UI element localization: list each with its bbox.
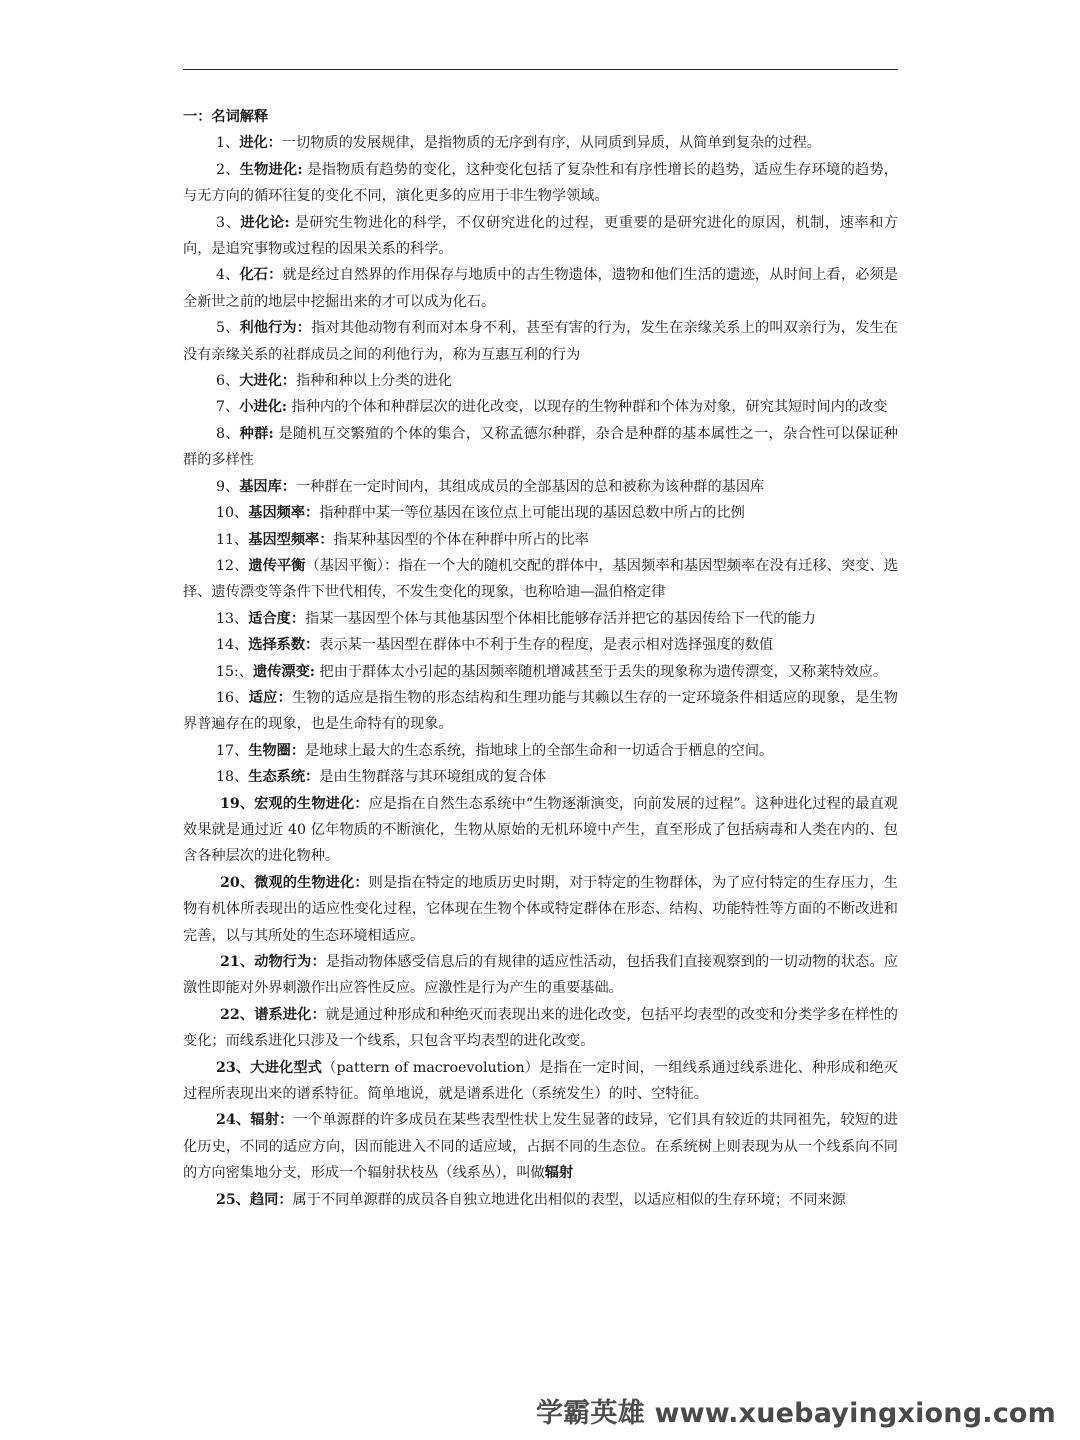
entry-definition: 应是指在自然生态系统中“生物逐渐演变，向前发展的过程”。这种进化过程的最直观效果就是通过近 40 亿年物质的不断演化，生物从原始的无机环境中产生，直至形成了包括病毒和人类在内的、包含各种层次的进化物种。 — [183, 795, 898, 865]
entry-term: 动物行为 — [254, 954, 312, 970]
glossary-entry — [183, 1187, 898, 1213]
glossary-entry — [183, 368, 898, 394]
glossary-list — [183, 130, 898, 1213]
glossary-entry — [183, 949, 898, 1002]
entry-separator: ： — [354, 795, 369, 812]
entry-definition: （基因平衡）：指在一个大的随机交配的群体中，基因频率和基因型频率在没有迁移、突变、选择、遗传漂变等条件下世代相传，不发生变化的现象，也称哈迪—温伯格定律 — [183, 557, 898, 601]
entry-number: 18、 — [216, 769, 249, 786]
entry-term: 大进化型式 — [250, 1059, 323, 1076]
entry-term: 选择系数 — [248, 637, 306, 654]
entry-term: 辐射 — [250, 1112, 280, 1129]
entry-term: 适合度 — [248, 610, 291, 627]
entry-number: 4、 — [216, 267, 240, 284]
glossary-entry — [183, 659, 898, 685]
entry-separator: ： — [279, 1112, 294, 1129]
entry-number: 8、 — [216, 425, 240, 442]
entry-number: 5、 — [216, 320, 240, 337]
entry-term: 遗传平衡 — [248, 557, 306, 574]
entry-number: 9、 — [216, 478, 240, 495]
entry-term: 趋同 — [249, 1191, 279, 1208]
entry-number: 15:、 — [216, 663, 254, 680]
glossary-entry — [183, 262, 898, 315]
entry-term: 生物圈 — [248, 742, 291, 759]
entry-definition: 指种群中某一等位基因在该位点上可能出现的基因总数中所占的比例 — [319, 505, 745, 522]
entry-definition: 把由于群体太小引起的基因频率随机增减甚至于丢失的现象称为遗传漂变，又称莱特效应。 — [315, 663, 888, 680]
entry-definition: 指种和种以上分类的进化 — [296, 373, 453, 390]
entry-term: 进化 — [239, 135, 268, 152]
entry-number: 11、 — [216, 531, 249, 548]
entry-separator: : — [309, 663, 316, 680]
entry-number: 2、 — [216, 161, 240, 178]
site-name: 学霸英雄 — [536, 1398, 645, 1429]
entry-number: 16、 — [216, 689, 249, 706]
entry-definition: 就是通过种形成和种绝灭而表现出来的进化改变，包括平均表型的改变和分类学多在样性的变化；而线系进化只涉及一个线系，只包含平均表型的进化改变。 — [183, 1006, 898, 1050]
entry-term: 种群 — [239, 425, 269, 442]
entry-separator: ： — [305, 637, 320, 654]
entry-term: 基因频率 — [248, 505, 306, 522]
entry-definition: 指种内的个体和种群层次的进化改变，以现存的生物种群和个体为对象，研究其短时间内的改变 — [287, 399, 888, 416]
entry-separator: ： — [281, 478, 296, 495]
glossary-entry — [183, 1002, 898, 1055]
glossary-entry — [183, 210, 898, 263]
glossary-entry — [183, 500, 898, 526]
entry-term: 生物进化 — [239, 161, 298, 178]
entry-term: 适应 — [248, 689, 278, 706]
entry-number: 6、 — [216, 373, 240, 390]
entry-definition: 则是指在特定的地质历史时期，对于特定的生物群体，为了应付特定的生存压力，生物有机体所表现出的适应性变化过程，它体现在生物个体或特定群体在形态、结构、功能特性等方面的不断改进和完善，以与其所处的生态环境相适应。 — [183, 874, 898, 944]
entry-term: 宏观的生物进化 — [254, 795, 355, 812]
entry-separator: ： — [305, 505, 320, 522]
entry-number: 17、 — [216, 742, 249, 759]
glossary-entry — [183, 1055, 898, 1108]
entry-number: 1、 — [216, 135, 240, 152]
entry-number: 10、 — [216, 505, 249, 522]
glossary-entry — [183, 130, 898, 156]
glossary-entry — [183, 527, 898, 553]
entry-separator: ： — [281, 373, 296, 390]
entry-term: 大进化 — [239, 373, 282, 390]
glossary-entry — [183, 632, 898, 658]
glossary-entry — [183, 764, 898, 790]
entry-definition: 一种群在一定时间内，其组成成员的全部基因的总和被称为该种群的基因库 — [296, 478, 765, 495]
entry-separator: ： — [311, 1006, 326, 1023]
entry-term: 遗传漂变 — [253, 663, 310, 680]
entry-separator: ： — [267, 135, 282, 152]
entry-separator: ： — [319, 531, 334, 548]
entry-number: 22、 — [220, 1006, 255, 1023]
entry-separator: ： — [277, 689, 293, 706]
entry-separator: ： — [305, 769, 320, 786]
header-rule — [183, 69, 898, 70]
entry-number: 20、 — [220, 874, 255, 891]
entry-definition: 是指物质有趋势的变化，这种变化包括了复杂性和有序性增长的趋势，适应生存环境的趋势，与无方向的循环往复的变化不同，演化更多的应用于非生物学领域。 — [183, 161, 898, 205]
glossary-entry — [183, 791, 898, 870]
glossary-entry — [183, 474, 898, 500]
glossary-entry — [183, 553, 898, 606]
entry-separator: ： — [290, 742, 306, 759]
entry-definition: 指某种基因型的个体在种群中所占的比率 — [333, 531, 589, 548]
entry-definition: 是由生物群落与其环境组成的复合体 — [319, 769, 547, 786]
entry-separator: ： — [268, 267, 283, 284]
entry-number: 3、 — [216, 214, 241, 231]
entry-definition: 一切物质的发展规律，是指物质的无序到有序，从同质到异质，从简单到复杂的过程。 — [281, 135, 821, 152]
entry-separator: ： — [290, 610, 306, 627]
entry-term: 化石 — [239, 267, 269, 284]
entry-number: 25、 — [216, 1191, 250, 1208]
entry-separator: : — [297, 161, 303, 178]
entry-term: 微观的生物进化 — [254, 874, 355, 891]
glossary-entry — [183, 738, 898, 764]
glossary-entry — [183, 157, 898, 210]
entry-number: 7、 — [216, 399, 240, 416]
entry-number: 14、 — [216, 637, 249, 654]
glossary-entry — [183, 1107, 898, 1186]
entry-definition: 是指动物体感受信息后的有规律的适应性活动，包括我们直接观察到的一切动物的状态。应激性即能对外界刺激作出应答性反应。应激性是行为产生的重要基础。 — [183, 954, 898, 997]
glossary-entry — [183, 421, 898, 474]
glossary-entry — [183, 315, 898, 368]
entry-definition: 表示某一基因型在群体中不利于生存的程度，是表示相对选择强度的数值 — [319, 637, 774, 654]
entry-separator: ： — [354, 874, 369, 891]
section-heading: 一：名词解释 — [183, 109, 269, 125]
entry-number: 23、 — [216, 1059, 251, 1076]
document-body — [183, 104, 898, 1213]
glossary-entry — [183, 685, 898, 738]
entry-definition: （pattern of macroevolution）是指在一定时间，一组线系通过线系进化、种形成和绝灭过程所表现出来的谱系特征。简单地说，就是谱系进化（系统发生）的时、空特征。 — [183, 1059, 898, 1103]
entry-definition: 是地球上最大的生态系统，指地球上的全部生命和一切适合于栖息的空间。 — [305, 742, 774, 759]
entry-separator: : — [281, 399, 288, 416]
entry-definition: 生物的适应是指生物的形态结构和生理功能与其赖以生存的一定环境条件相适应的现象，是生物界普遍存在的现象，也是生命特有的现象。 — [183, 689, 898, 733]
entry-separator: : — [268, 425, 274, 442]
entry-term: 基因型频率 — [248, 531, 320, 548]
entry-term: 生态系统 — [248, 769, 306, 786]
entry-number: 21、 — [220, 954, 255, 970]
entry-term: 小进化 — [239, 399, 282, 416]
entry-separator: ： — [296, 320, 312, 337]
entry-number: 24、 — [216, 1112, 251, 1129]
entry-term: 利他行为 — [239, 320, 297, 337]
entry-definition: 是随机互交繁殖的个体的集合，又称孟德尔种群，杂合是种群的基本属性之一，杂合性可以保证种群的多样性 — [183, 425, 898, 469]
entry-term: 谱系进化 — [254, 1006, 312, 1023]
entry-definition: 是研究生物进化的科学，不仅研究进化的过程，更重要的是研究进化的原因，机制，速率和方向，是追究事物或过程的因果关系的科学。 — [183, 214, 898, 258]
entry-definition: 就是经过自然界的作用保存与地质中的古生物遗体，遗物和他们生活的遗迹，从时间上看，必须是全新世之前的地层中挖掘出来的才可以成为化石。 — [183, 267, 898, 310]
entry-definition: 一个单源群的许多成员在某些表型性状上发生显著的歧异，它们具有较近的共同祖先，较短的进化历史，不同的适应方向，因而能进入不同的适应域，占据不同的生态位。在系统树上则表现为从一个线系向不同的方向密集地分支，形成一个辐射状枝丛（线系丛），叫做 — [183, 1112, 898, 1182]
entry-term: 基因库 — [239, 478, 282, 495]
glossary-entry — [183, 394, 898, 420]
entry-separator: ： — [278, 1191, 293, 1208]
entry-separator: ： — [311, 954, 326, 970]
entry-definition: 指某一基因型个体与其他基因型个体相比能够存活并把它的基因传给下一代的能力 — [305, 610, 816, 627]
glossary-entry — [183, 870, 898, 949]
entry-term: 进化论 — [240, 214, 285, 231]
entry-number: 19、 — [220, 795, 255, 812]
entry-definition: 属于不同单源群的成员各自独立地进化出相似的表型，以适应相似的生存环境；不同来源 — [292, 1191, 846, 1208]
entry-separator: : — [284, 214, 290, 231]
glossary-entry — [183, 606, 898, 632]
entry-number: 12、 — [216, 557, 249, 574]
entry-tail-term: 辐射 — [544, 1165, 574, 1182]
site-watermark — [536, 1391, 1056, 1430]
site-url: www.xuebayingxiong.com — [654, 1398, 1056, 1429]
entry-definition: 指对其他动物有利而对本身不利，甚至有害的行为，发生在亲缘关系上的叫双亲行为，发生在没有亲缘关系的社群成员之间的利他行为，称为互惠互利的行为 — [183, 320, 898, 363]
entry-number: 13、 — [216, 610, 249, 627]
